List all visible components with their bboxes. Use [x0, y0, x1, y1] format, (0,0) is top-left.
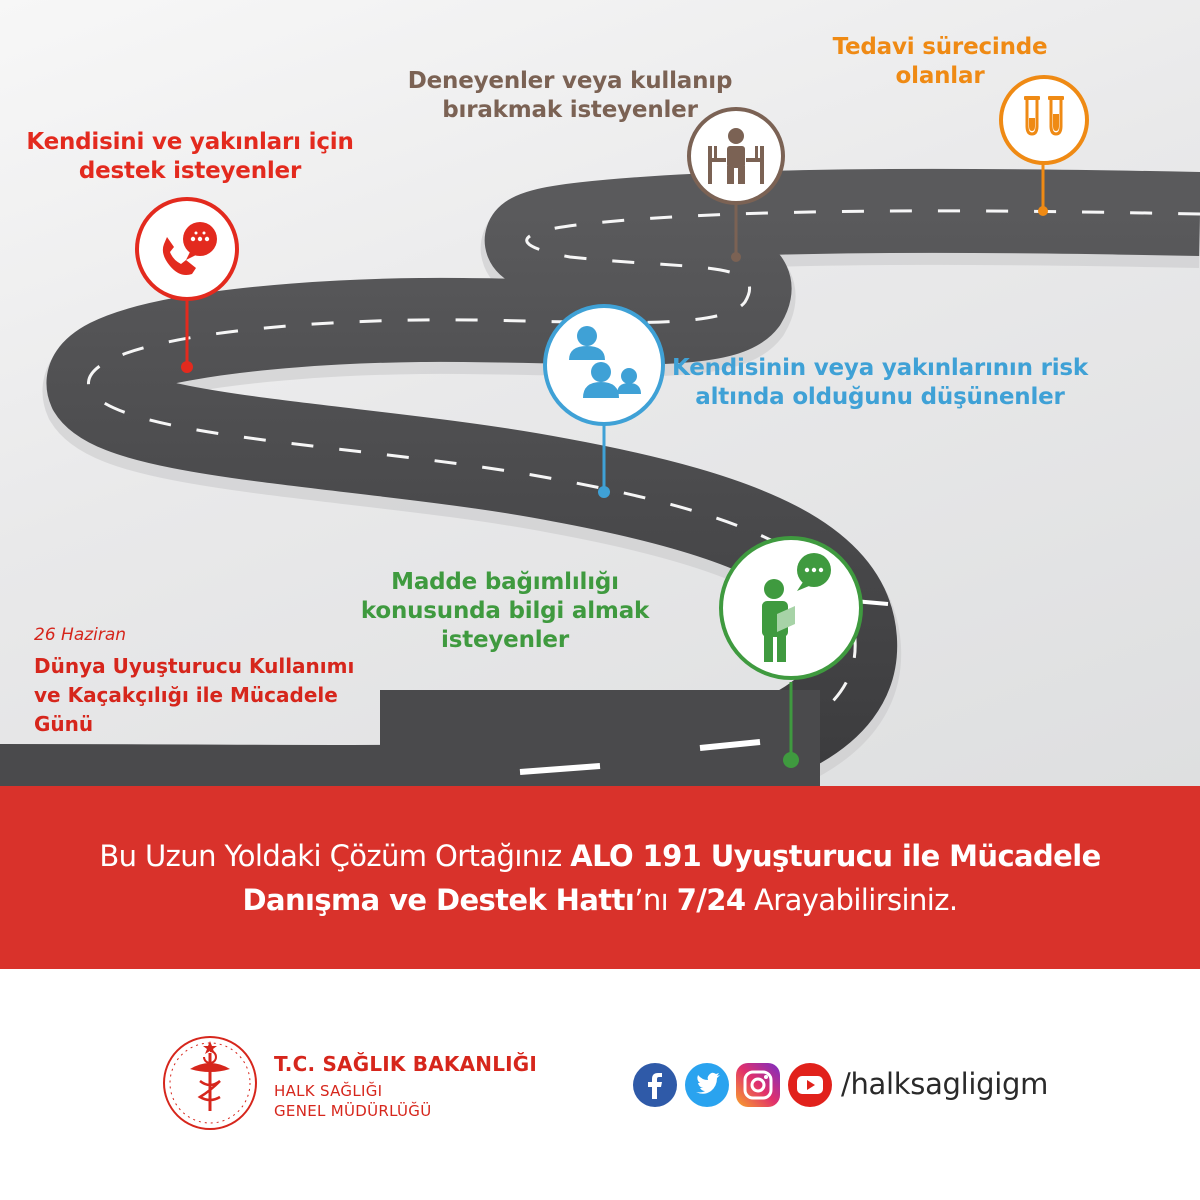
hotline-banner	[0, 786, 1200, 969]
banner-call: Arayabilirsiniz.	[745, 882, 958, 917]
org-sub-2: GENEL MÜDÜRLÜĞÜ	[274, 1102, 432, 1120]
marker-in-treatment: Tedavi sürecinde olanlar	[832, 34, 1048, 89]
people-group-icon	[541, 302, 667, 428]
marker-at-risk: Kendisinin veya yakınlarının risk altında olduğunu düşünenler	[671, 355, 1088, 410]
org-sub-1: HALK SAĞLIĞI	[274, 1082, 383, 1100]
person-reading-chat-icon	[717, 534, 865, 682]
marker-tried-or-quitting: Deneyenler veya kullanıp bırakmak isteyenler	[407, 68, 733, 123]
marker-information-seekers: Madde bağımlılığı konusunda bilgi almak isteyenler	[360, 569, 650, 653]
org-name: T.C. SAĞLIK BAKANLIĞI	[274, 1052, 538, 1076]
social-handle[interactable]: /halksagligigm	[841, 1067, 1049, 1101]
observance-date: 26 Haziran	[34, 625, 127, 645]
marker-support-self-family: Kendisini ve yakınları için destek isteyenler	[26, 129, 354, 184]
banner-hotline: ALO 191 Uyuşturucu ile Mücadele Danışma ve Destek Hattı	[242, 838, 1101, 917]
facebook-icon[interactable]	[632, 1062, 678, 1108]
observance-title: Dünya Uyuşturucu Kullanımı ve Kaçakçılığı ile Mücadele Günü	[34, 654, 355, 736]
phone-chat-icon	[134, 196, 240, 302]
youtube-icon[interactable]	[787, 1062, 833, 1108]
banner-intro: Bu Uzun Yoldaki Çözüm Ortağınız	[99, 838, 571, 873]
twitter-icon[interactable]	[684, 1062, 730, 1108]
ministry-emblem-icon	[160, 1033, 260, 1133]
banner-hours: 7/24	[676, 882, 746, 917]
instagram-icon[interactable]	[735, 1062, 781, 1108]
banner-text	[75, 834, 1125, 922]
banner-suffix: ’nı	[634, 882, 677, 917]
